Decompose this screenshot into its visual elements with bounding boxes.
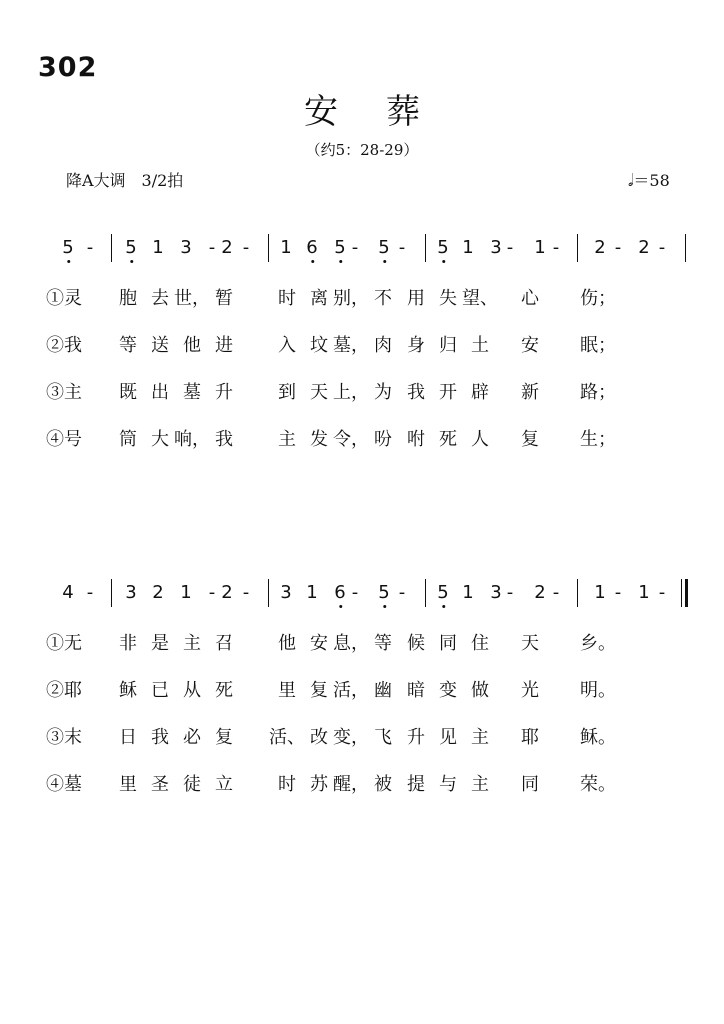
note: 1 [280, 237, 292, 258]
low-octave-dot [311, 260, 314, 263]
lyric-syllable: 坟 [310, 335, 328, 356]
notation-line [0, 573, 724, 613]
lyric-syllable: 安 [521, 335, 539, 356]
lyric-syllable: 是 [151, 633, 169, 654]
barline [685, 234, 686, 262]
lyric-line [0, 629, 724, 659]
lyric-syllable: 乡。 [580, 633, 616, 654]
note: 3 [125, 582, 137, 603]
lyric-syllable: 稣。 [580, 727, 616, 748]
lyric-syllable: 我 [407, 382, 425, 403]
lyric-syllable: 新 [521, 382, 539, 403]
barline [577, 579, 578, 607]
dash-mark: - [86, 237, 94, 258]
lyric-syllable: 必 [183, 727, 201, 748]
dash-mark: - [552, 237, 560, 258]
lyric-syllable: 望、 [462, 288, 498, 309]
lyric-line [0, 378, 724, 408]
lyric-syllable: 既 [119, 382, 137, 403]
lyric-syllable: 变 [439, 680, 457, 701]
lyric-line [0, 284, 724, 314]
lyric-syllable: 从 [183, 680, 201, 701]
note: 2 [221, 237, 233, 258]
lyric-syllable: 候 [407, 633, 425, 654]
lyric-syllable: 苏 [310, 774, 328, 795]
lyric-syllable: 同 [521, 774, 539, 795]
lyric-syllable: 他 [278, 633, 296, 654]
lyric-syllable: 开 [439, 382, 457, 403]
dash-mark: - [242, 237, 250, 258]
low-octave-dot [383, 260, 386, 263]
lyric-syllable: 息， [333, 633, 369, 654]
lyric-syllable: 辟 [471, 382, 489, 403]
lyric-syllable: 发 [310, 429, 328, 450]
note: 1 [306, 582, 318, 603]
lyric-syllable: 不 [374, 288, 392, 309]
lyric-syllable: 令， [333, 429, 369, 450]
note: 1 [638, 582, 650, 603]
lyric-syllable: 暗 [407, 680, 425, 701]
lyric-syllable: 复 [215, 727, 233, 748]
note: 5 [437, 236, 448, 260]
low-octave-dot [383, 605, 386, 608]
lyric-syllable: 见 [439, 727, 457, 748]
lyric-line [0, 770, 724, 800]
lyric-line [0, 723, 724, 753]
note: 3 [490, 582, 502, 603]
lyric-syllable: 等 [119, 335, 137, 356]
hymn-number: 302 [38, 52, 98, 83]
lyric-syllable: 上， [333, 382, 369, 403]
note: 1 [152, 237, 164, 258]
note: 2 [534, 582, 546, 603]
note: 3 [180, 237, 192, 258]
lyric-syllable: 幽 [374, 680, 392, 701]
hymn-title: 安葬 [304, 92, 468, 132]
lyric-syllable: ③末 [46, 727, 82, 748]
lyric-syllable: 时 [278, 774, 296, 795]
lyric-syllable: 出 [151, 382, 169, 403]
lyric-syllable: 光 [521, 680, 539, 701]
lyric-syllable: 生； [580, 429, 616, 450]
lyric-syllable: 身 [407, 335, 425, 356]
note: 2 [638, 237, 650, 258]
low-octave-dot [130, 260, 133, 263]
lyric-syllable: 明。 [580, 680, 616, 701]
dash-mark: - [552, 582, 560, 603]
lyric-syllable: 吩 [374, 429, 392, 450]
lyric-syllable: 召 [215, 633, 233, 654]
note: 2 [594, 237, 606, 258]
lyric-syllable: 里 [278, 680, 296, 701]
dash-mark: - [614, 237, 622, 258]
lyric-syllable: ④墓 [46, 774, 82, 795]
lyric-syllable: 死 [215, 680, 233, 701]
note: 6 [306, 236, 317, 260]
dash-mark: - [208, 237, 216, 258]
lyric-syllable: 等 [374, 633, 392, 654]
lyric-syllable: 肉 [374, 335, 392, 356]
dash-mark: - [658, 582, 666, 603]
dash-mark: - [351, 582, 359, 603]
lyric-syllable: 他 [183, 335, 201, 356]
dash-mark: - [506, 237, 514, 258]
lyric-syllable: 复 [521, 429, 539, 450]
tempo-value: ＝58 [633, 171, 670, 190]
note: 3 [490, 237, 502, 258]
barline [111, 234, 112, 262]
lyric-syllable: 住 [471, 633, 489, 654]
note: 1 [462, 237, 474, 258]
lyric-syllable: 进 [215, 335, 233, 356]
note: 1 [180, 582, 192, 603]
lyric-syllable: 与 [439, 774, 457, 795]
lyric-syllable: 立 [215, 774, 233, 795]
low-octave-dot [67, 260, 70, 263]
lyric-syllable: 死 [439, 429, 457, 450]
lyric-syllable: 墓 [183, 382, 201, 403]
lyric-syllable: 世， [174, 288, 210, 309]
lyric-syllable: 天 [310, 382, 328, 403]
lyric-syllable: 主 [183, 633, 201, 654]
dash-mark: - [506, 582, 514, 603]
lyric-syllable: 里 [119, 774, 137, 795]
lyric-syllable: 复 [310, 680, 328, 701]
lyric-syllable: 心 [521, 288, 539, 309]
note: 5 [334, 236, 345, 260]
dash-mark: - [398, 237, 406, 258]
half-note-icon: 𝅗𝅥 [628, 171, 634, 191]
tempo-marking [628, 168, 670, 191]
note: 1 [462, 582, 474, 603]
barline [681, 579, 682, 607]
note: 2 [221, 582, 233, 603]
lyric-syllable: 主 [471, 774, 489, 795]
low-octave-dot [339, 260, 342, 263]
lyric-syllable: 大 [151, 429, 169, 450]
dash-mark: - [242, 582, 250, 603]
final-barline [685, 579, 688, 607]
lyric-syllable: 用 [407, 288, 425, 309]
lyric-syllable: ①无 [46, 633, 82, 654]
barline [111, 579, 112, 607]
lyric-syllable: 土 [471, 335, 489, 356]
low-octave-dot [442, 260, 445, 263]
low-octave-dot [339, 605, 342, 608]
lyric-syllable: ④号 [46, 429, 82, 450]
lyric-syllable: 主 [278, 429, 296, 450]
note: 5 [62, 236, 73, 260]
lyric-syllable: 活、 [269, 727, 305, 748]
lyric-syllable: 失 [439, 288, 457, 309]
barline [268, 579, 269, 607]
note: 6 [334, 581, 345, 605]
lyric-syllable: 改 [310, 727, 328, 748]
note: 1 [594, 582, 606, 603]
note: 4 [62, 582, 74, 603]
lyric-syllable: 徒 [183, 774, 201, 795]
lyric-syllable: 咐 [407, 429, 425, 450]
low-octave-dot [442, 605, 445, 608]
note: 2 [152, 582, 164, 603]
lyric-syllable: 胞 [119, 288, 137, 309]
lyric-syllable: 伤； [580, 288, 616, 309]
lyric-syllable: 离 [310, 288, 328, 309]
note: 1 [534, 237, 546, 258]
lyric-syllable: 升 [215, 382, 233, 403]
lyric-syllable: 去 [151, 288, 169, 309]
barline [577, 234, 578, 262]
lyric-syllable: 耶 [521, 727, 539, 748]
lyric-syllable: 飞 [374, 727, 392, 748]
note: 3 [280, 582, 292, 603]
lyric-syllable: 到 [278, 382, 296, 403]
lyric-syllable: 天 [521, 633, 539, 654]
lyric-syllable: 响， [174, 429, 210, 450]
lyric-syllable: 入 [278, 335, 296, 356]
dash-mark: - [86, 582, 94, 603]
lyric-syllable: 日 [119, 727, 137, 748]
lyric-syllable: 已 [151, 680, 169, 701]
lyric-line [0, 331, 724, 361]
lyric-syllable: 变， [333, 727, 369, 748]
barline [425, 579, 426, 607]
lyric-syllable: ③主 [46, 382, 82, 403]
lyric-syllable: 圣 [151, 774, 169, 795]
lyric-syllable: 被 [374, 774, 392, 795]
dash-mark: - [208, 582, 216, 603]
lyric-syllable: 醒， [333, 774, 369, 795]
notation-line [0, 228, 724, 268]
lyric-syllable: 别， [333, 288, 369, 309]
lyric-syllable: 路； [580, 382, 616, 403]
lyric-syllable: 为 [374, 382, 392, 403]
note: 5 [125, 236, 136, 260]
lyric-syllable: 眠； [580, 335, 616, 356]
lyric-syllable: 人 [471, 429, 489, 450]
dash-mark: - [614, 582, 622, 603]
lyric-syllable: 归 [439, 335, 457, 356]
lyric-syllable: ②我 [46, 335, 82, 356]
key-signature: 降A大调 3/2拍 [66, 171, 184, 190]
lyric-syllable: 升 [407, 727, 425, 748]
lyric-line [0, 676, 724, 706]
lyric-syllable: 送 [151, 335, 169, 356]
lyric-syllable: 暂 [215, 288, 233, 309]
lyric-syllable: ①灵 [46, 288, 82, 309]
lyric-syllable: ②耶 [46, 680, 82, 701]
note: 5 [437, 581, 448, 605]
lyric-syllable: 非 [119, 633, 137, 654]
note: 5 [378, 581, 389, 605]
dash-mark: - [658, 237, 666, 258]
lyric-syllable: 安 [310, 633, 328, 654]
lyric-syllable: 时 [278, 288, 296, 309]
lyric-syllable: 墓， [333, 335, 369, 356]
barline [425, 234, 426, 262]
dash-mark: - [351, 237, 359, 258]
lyric-syllable: 做 [471, 680, 489, 701]
lyric-syllable: 主 [471, 727, 489, 748]
dash-mark: - [398, 582, 406, 603]
lyric-syllable: 同 [439, 633, 457, 654]
scripture-reference: （约5：28-29） [305, 141, 419, 159]
lyric-syllable: 稣 [119, 680, 137, 701]
lyric-syllable: 提 [407, 774, 425, 795]
lyric-syllable: 筒 [119, 429, 137, 450]
note: 5 [378, 236, 389, 260]
lyric-syllable: 我 [151, 727, 169, 748]
lyric-syllable: 我 [215, 429, 233, 450]
lyric-syllable: 活， [333, 680, 369, 701]
lyric-syllable: 荣。 [580, 774, 616, 795]
lyric-line [0, 425, 724, 455]
barline [268, 234, 269, 262]
